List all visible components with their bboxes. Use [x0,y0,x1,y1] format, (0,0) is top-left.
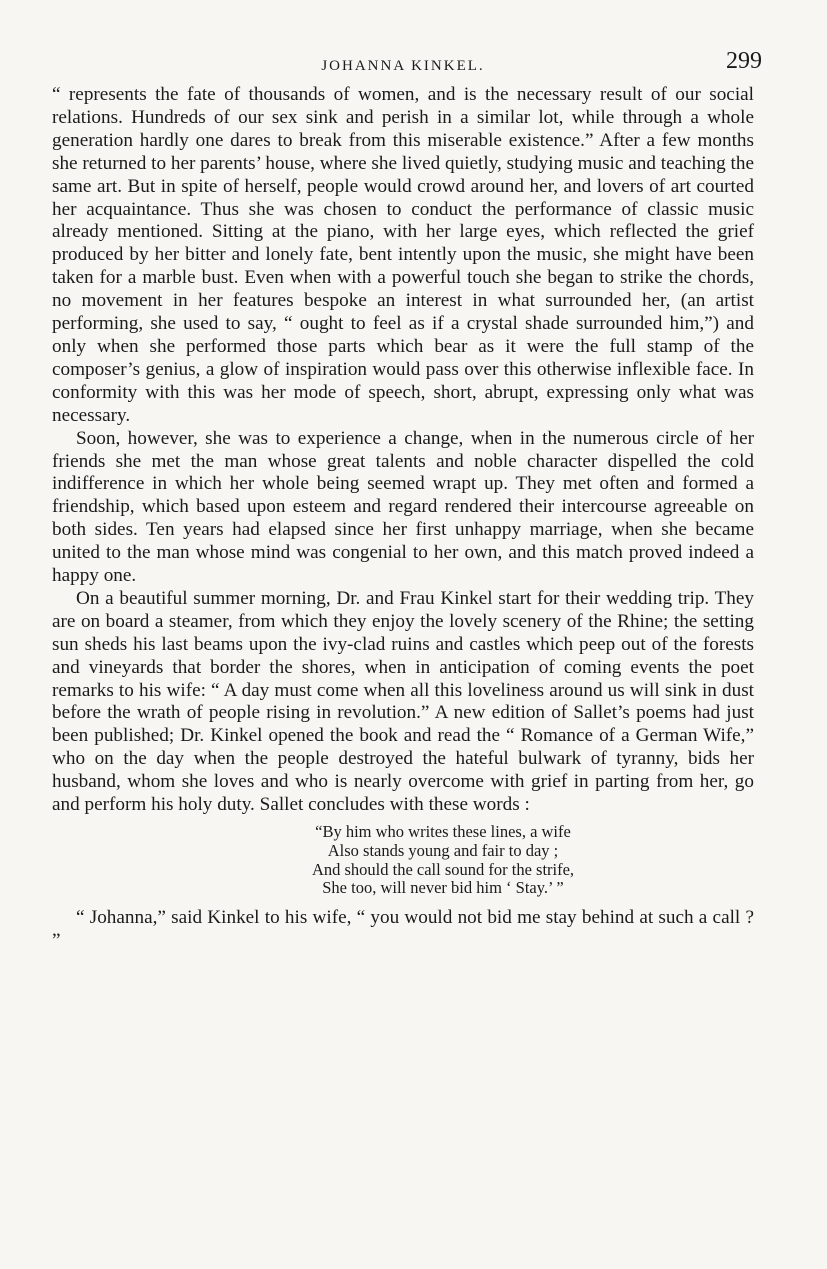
paragraph-2: Soon, however, she was to experience a change, when in the numerous circle of her friends she met the man whose great talents and noble character dispelled the cold indifference in which her whole being seemed wrapt up. They met often and formed a friendship, which based upon esteem and regard rendered their intercourse agreeable on both sides. Ten years had elapsed since her first unhappy marriage, when she became united to the man whose mind was congenial to her own, and this match proved indeed a happy one. [52,427,754,587]
page-number: 299 [726,48,762,74]
body-text [52,84,754,953]
poem-line: “By him who writes these lines, a wife [315,822,571,841]
paragraph-3: On a beautiful summer morning, Dr. and Frau Kinkel start for their wedding trip. They are on board a steamer, from which they enjoy the lovely scenery of the Rhine; the setting sun sheds his last beams upon the ivy-clad ruins and castles which peep out of the forests and vineyards that border the shores, when in anticipation of coming events the poet remarks to his wife: “ A day must come when all this loveliness around us will sink in dust before the wrath of people rising in revolution.” A new edition of Sallet’s poems had just been published; Dr. Kinkel opened the book and read the “ Romance of a German Wife,” who on the day when the people destroyed the hateful bulwark of tyranny, bids her husband, whom she loves and who is nearly overcome with grief in parting from her, go and perform his holy duty. Sallet concludes with these words : [52,587,754,816]
poem-line: And should the call sound for the strife, [311,859,575,879]
poem-quote [92,823,794,898]
book-page [52,48,762,953]
paragraph-1: “ represents the fate of thousands of women, and is the necessary result of our social relations. Hundreds of our sex sink and perish in a similar lot, while through a whole generation hardly one dares to break from this miserable existence.” After a few months she returned to her parents’ house, where she lived quietly, studying music and teaching the same art. But in spite of herself, people would crowd around her, and lovers of art courted her acquaintance. Thus she was chosen to conduct the performance of classic music already mentioned. Sitting at the piano, with her large eyes, which reflected the grief produced by her bitter and lonely fate, bent intently upon the music, she might have been taken for a marble bust. Even when with a powerful touch she began to strike the chords, no movement in her features bespoke an interest in what surrounded her, (an artist performing, she used to say, “ ought to feel as if a crystal shade surrounded him,”) and only when she performed those parts which bear as it were the full stamp of the composer’s genius, a glow of inspiration would pass over this otherwise inflexible face. In conformity with this was her mode of speech, short, abrupt, expressing only what was necessary. [52,84,754,426]
running-title: JOHANNA KINKEL. [321,58,485,74]
closing-paragraph: “ Johanna,” said Kinkel to his wife, “ you would not bid me stay behind at such a call ? ” [52,907,754,952]
poem-line: She too, will never bid him ‘ Stay.’ ” [322,878,564,898]
poem-line: Also stands young and fair to day ; [327,840,559,860]
running-head [52,48,762,84]
